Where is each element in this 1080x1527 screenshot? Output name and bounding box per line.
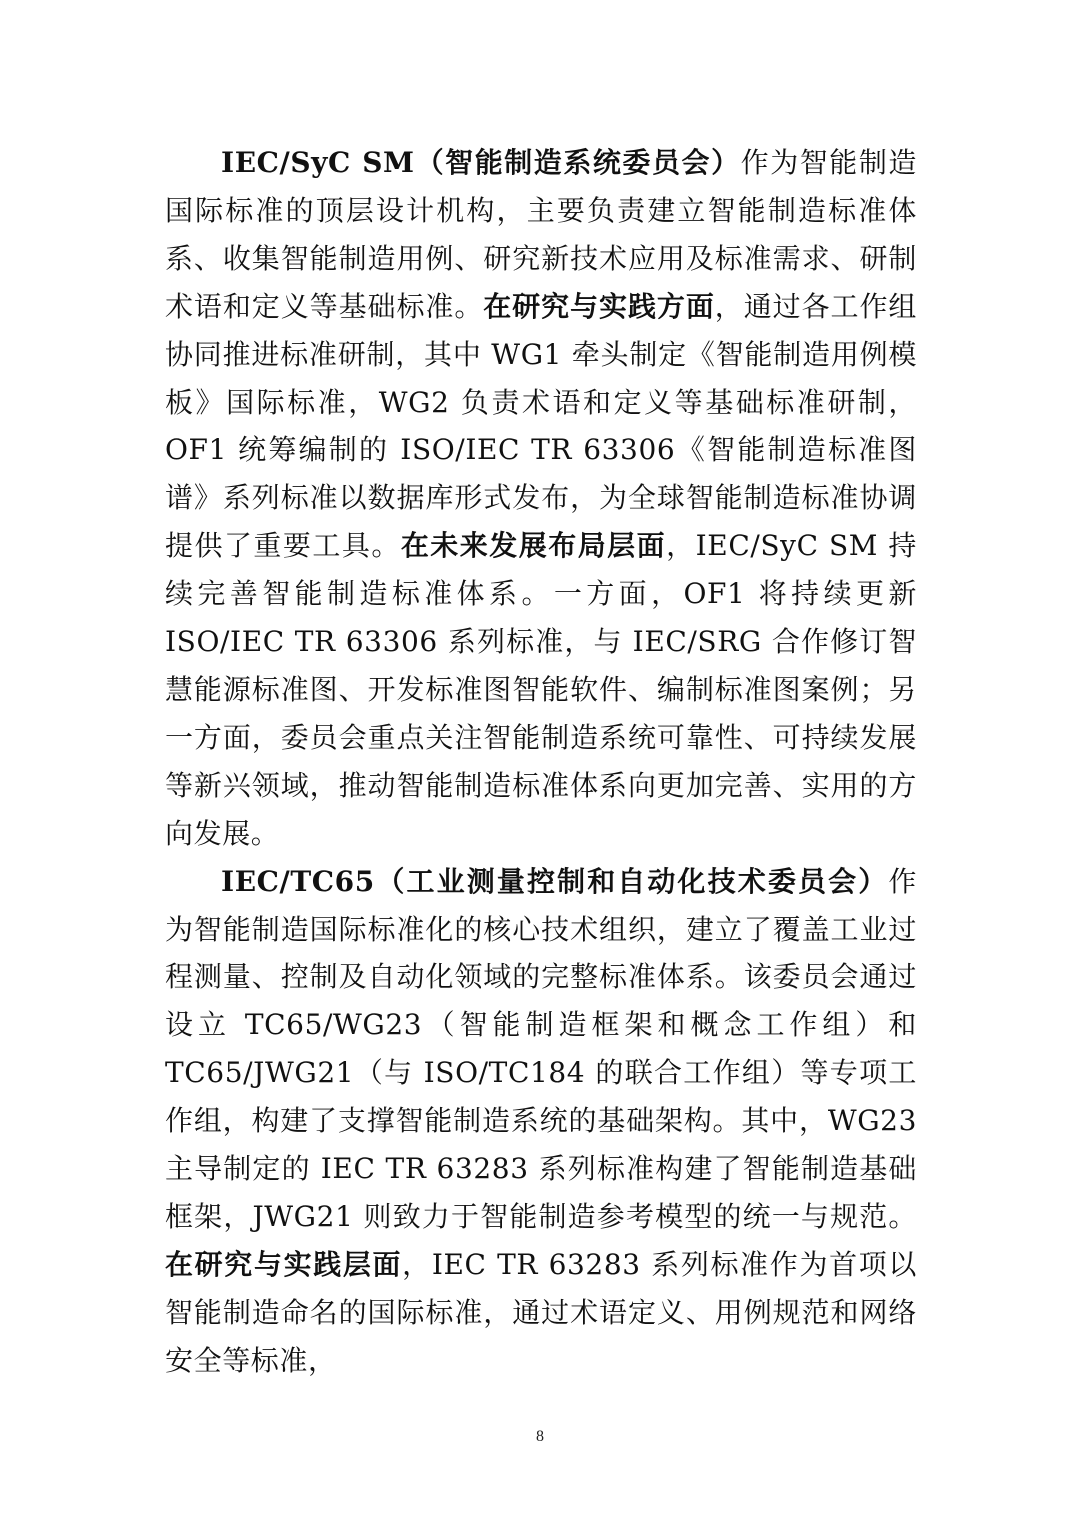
section-heading-research: 在研究与实践方面 — [483, 289, 715, 323]
org-title-tc65: IEC/TC65（工业测量控制和自动化技术委员会） — [221, 864, 889, 898]
page-number: 8 — [536, 1428, 544, 1445]
section-heading-research-practice: 在研究与实践层面 — [165, 1247, 403, 1281]
body-text: ，IEC TR 63283 系列标准作为首项以智能制造命名的国际标准，通过术语定义、用例规范和网络安全等标准， — [165, 1247, 917, 1377]
org-title-syc-sm: IEC/SyC SM（智能制造系统委员会） — [221, 146, 741, 179]
body-text: 作为智能制造国际标准的顶层设计机构，主要负责建立智能制造标准体系、收集智能制造用例、研究新技术应用及标准需求、研制术语和定义等基础标准。 — [165, 146, 917, 323]
paragraph-tc65 — [165, 858, 917, 1385]
document-body — [165, 139, 917, 1385]
paragraph-syc-sm — [165, 139, 917, 858]
body-text: 作为智能制造国际标准化的核心技术组织，建立了覆盖工业过程测量、控制及自动化领域的完整标准体系。该委员会通过设立 TC65/WG23（智能制造框架和概念工作组）和 TC65/JWG21（与 ISO/TC184 的联合工作组）等专项工作组，构建了支撑智能制造系统的基础架构。其中，WG23 主导制定的 IEC TR 63283 系列标准构建了智能制造基础框架，JWG21 则致力于智能制造参考模型的统一与规范。 — [165, 864, 917, 1233]
body-text: ，IEC/SyC SM 持续完善智能制造标准体系。一方面，OF1 将持续更新 ISO/IEC TR 63306 系列标准，与 IEC/SRG 合作修订智慧能源标准图、开发标准图智能软件、编制标准图案例；另一方面，委员会重点关注智能制造系统可靠性、可持续发展等新兴领域，推动智能制造标准体系向更加完善、实用的方向发展。 — [165, 529, 918, 850]
body-text: ，通过各工作组协同推进标准研制，其中 WG1 牵头制定《智能制造用例模板》国际标准，WG2 负责术语和定义等基础标准研制，OF1 统筹编制的 ISO/IEC TR 63306《智能制造标准图谱》系列标准以数据库形式发布，为全球智能制造标准协调提供了重要工具。 — [165, 289, 917, 563]
section-heading-future: 在未来发展布局层面 — [400, 529, 667, 563]
